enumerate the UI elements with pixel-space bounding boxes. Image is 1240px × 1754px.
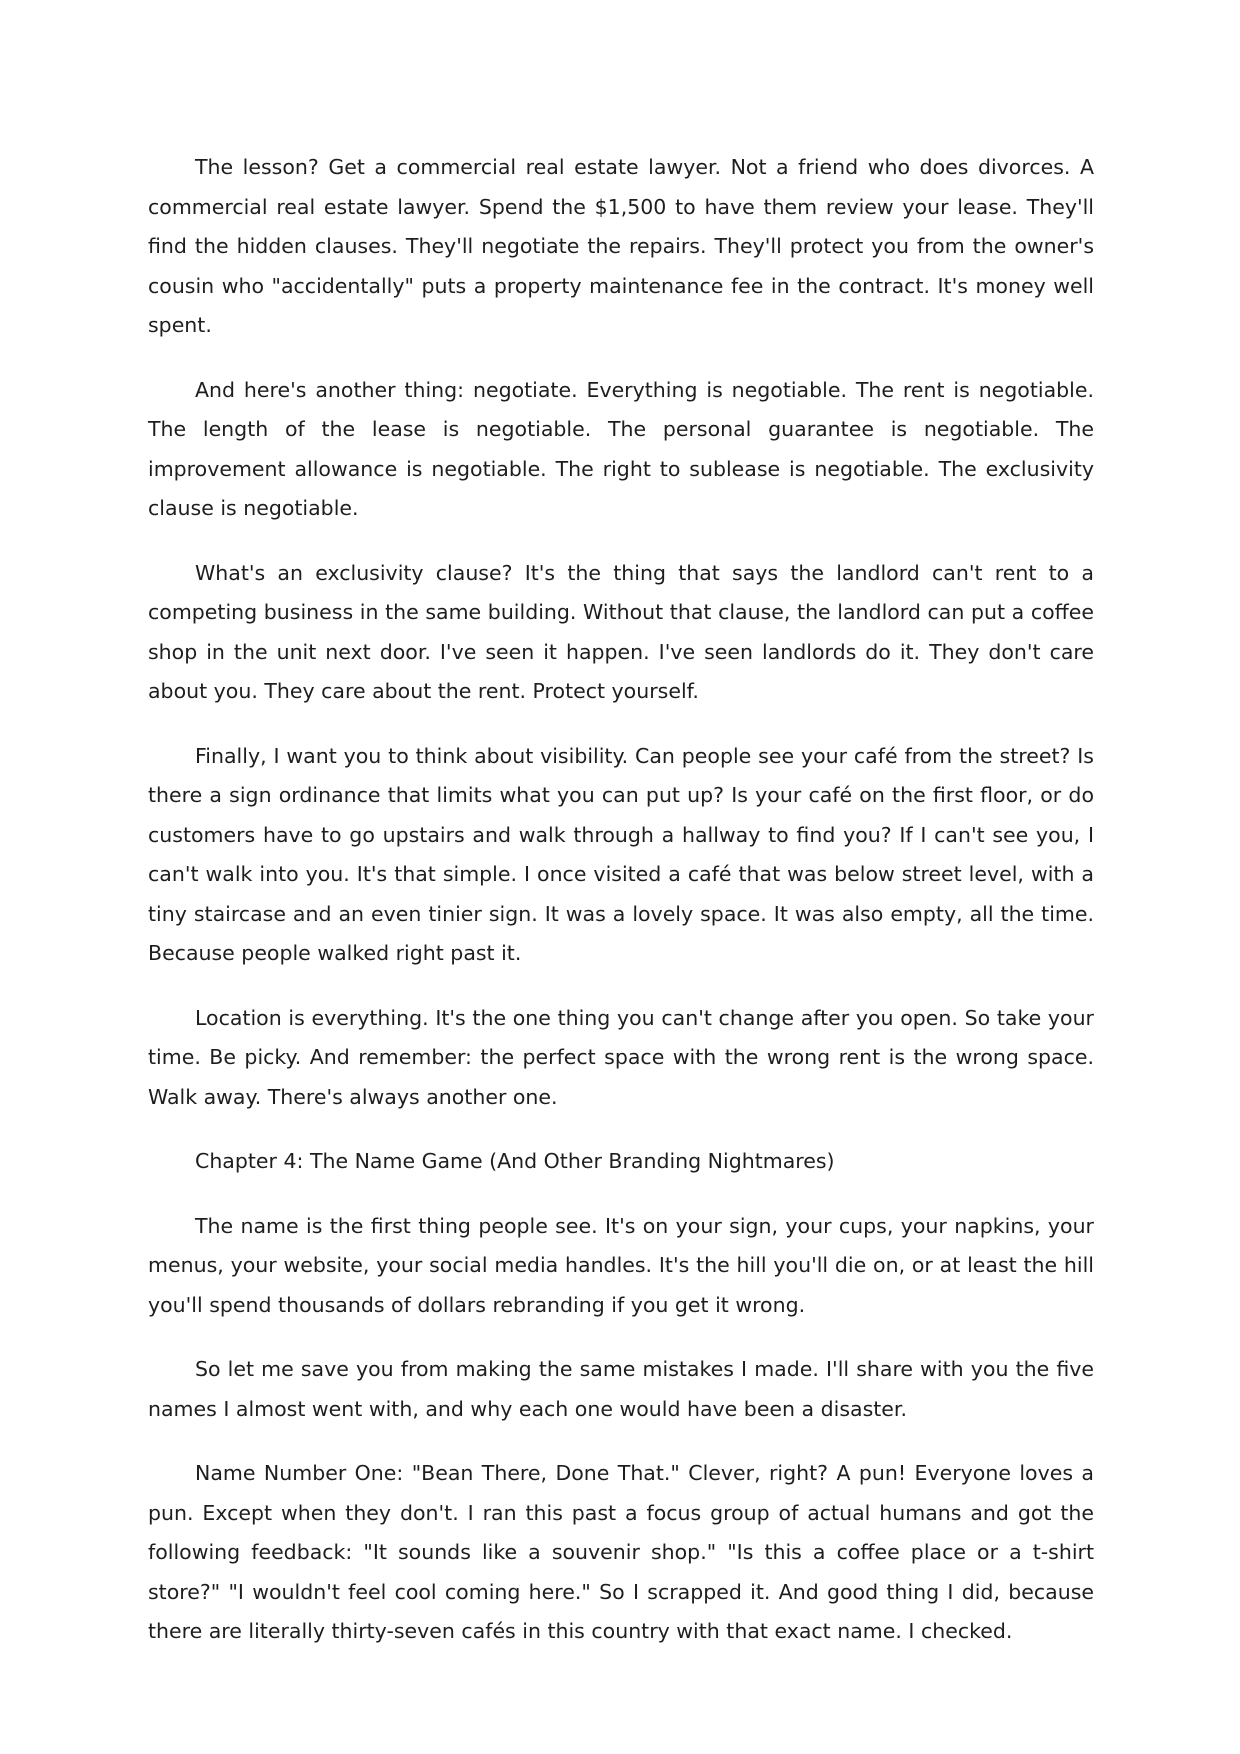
- paragraph-name-number-one: Name Number One: "Bean There, Done That." Clever, right? A pun! Everyone loves a pun. Except when they don't. I ran this past a focus group of actual humans and got the following feedback: "It sounds like a souvenir shop." "Is this a coffee place or a t-shirt store?" "I wouldn't feel cool coming here." So I scrapped it. And good thing I did, because there are literally thirty-seven cafés in this country with that exact name. I checked.: [148, 1461, 1094, 1643]
- paragraph-five-names: So let me save you from making the same mistakes I made. I'll share with you the five names I almost went with, and why each one would have been a disaster.: [148, 1357, 1094, 1421]
- paragraph-location: Location is everything. It's the one thing you can't change after you open. So take your time. Be picky. And remember: the perfect space with the wrong rent is the wrong space. Walk away. There's always another one.: [148, 1005, 1094, 1109]
- paragraph-exclusivity-clause: What's an exclusivity clause? It's the thing that says the landlord can't rent to a competing business in the same building. Without that clause, the landlord can put a coffee shop in the unit next door. I've seen it happen. I've seen landlords do it. They don't care about you. They care about the rent. Protect yourself.: [148, 560, 1094, 703]
- paragraph-name-intro: The name is the first thing people see. It's on your sign, your cups, your napkins, your menus, your website, your social media handles. It's the hill you'll die on, or at least the hill you'll spend thousands of dollars rebranding if you get it wrong.: [148, 1213, 1094, 1317]
- page-body: [148, 148, 1094, 1677]
- paragraph-lawyer-advice: The lesson? Get a commercial real estate lawyer. Not a friend who does divorces. A commercial real estate lawyer. Spend the $1,500 to have them review your lease. They'll find the hidden clauses. They'll negotiate the repairs. They'll protect you from the owner's cousin who "accidentally" puts a property maintenance fee in the contract. It's money well spent.: [148, 155, 1094, 337]
- paragraph-negotiate: And here's another thing: negotiate. Everything is negotiable. The rent is negotiable. The length of the lease is negotiable. The personal guarantee is negotiable. The improvement allowance is negotiable. The right to sublease is negotiable. The exclusivity clause is negotiable.: [148, 377, 1094, 520]
- chapter-heading: Chapter 4: The Name Game (And Other Branding Nightmares): [195, 1149, 835, 1173]
- paragraph-visibility: Finally, I want you to think about visibility. Can people see your café from the street? Is there a sign ordinance that limits what you can put up? Is your café on the first floor, or do customers have to go upstairs and walk through a hallway to find you? If I can't see you, I can't walk into you. It's that simple. I once visited a café that was below street level, with a tiny staircase and an even tinier sign. It was a lovely space. It was also empty, all the time. Because people walked right past it.: [148, 743, 1094, 965]
